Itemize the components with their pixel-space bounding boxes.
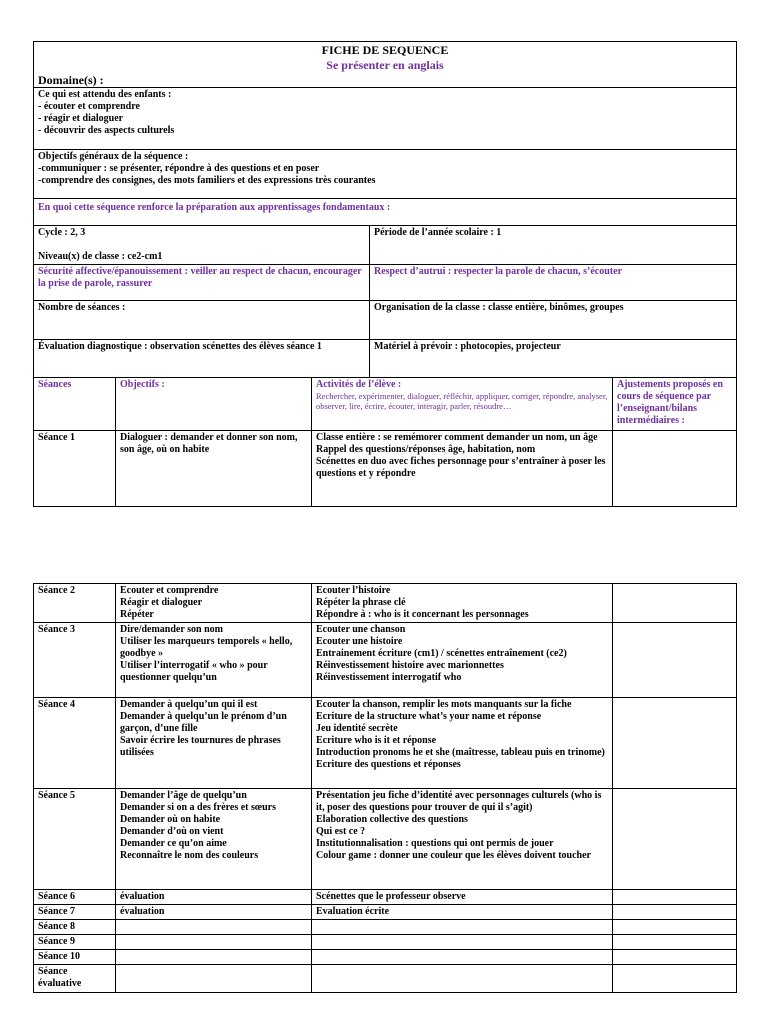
seance-ajustements [613,584,737,623]
activite-line: Introduction pronoms he et she (maîtresse, tableau puis en trinome) [316,747,605,758]
seance-ajustements [613,920,737,935]
nb-seances-cell: Nombre de séances : [34,301,370,340]
activite-line: Présentation jeu fiche d’identité avec personnages culturels (who is it, poser des questions pour trouver de qui il s’agit) [316,790,602,813]
seance-name: Séance évaluative [34,965,116,993]
seance-name: Séance 10 [34,950,116,965]
seance-objectifs [116,698,312,789]
objectif-line: Demander où on habite [120,814,221,825]
seance-objectifs [116,890,312,905]
objectif-line: Dire/demander son nom [120,624,223,635]
objectif-line: Répéter [120,609,154,620]
organisation-cell: Organisation de la classe : classe entière, binômes, groupes [370,301,737,340]
activite-line: Classe entière : se remémorer comment demander un nom, un âge [316,432,598,443]
activites-title: Activités de l’élève : [316,379,402,390]
renforce-cell: En quoi cette séquence renforce la préparation aux apprentissages fondamentaux : [34,199,737,226]
activite-line: Elaboration collective des questions [316,814,468,825]
objectifs-title: Objectifs généraux de la séquence : [38,151,189,162]
form-title: FICHE DE SEQUENCE [321,43,449,57]
activite-line: Evaluation écrite [316,906,390,917]
cycle-cell [34,226,370,265]
seance-name: Séance 5 [34,789,116,890]
activite-line: Ecriture de la structure what’s your name et réponse [316,711,542,722]
periode-cell: Période de l’année scolaire : 1 [370,226,737,265]
seance-objectifs [116,905,312,920]
seance-activites [312,905,613,920]
seance-objectifs [116,623,312,698]
activite-line: Rappel des questions/réponses âge, habitation, nom [316,444,536,455]
objectif-line: Demander à quelqu’un le prénom d’un garçon, d’une fille [120,711,287,734]
cycle-text: Cycle : 2, 3 [38,227,86,238]
seance-activites [312,584,613,623]
seance-row [34,920,737,935]
domain-label: Domaine(s) : [38,73,104,87]
col-activites-header [312,378,613,431]
objectif-line: évaluation [120,906,165,917]
objectif-line: Demander d’où on vient [120,826,224,837]
activite-line: Ecouter une histoire [316,636,403,647]
col-seances-header: Séances [34,378,116,431]
seance-row [34,935,737,950]
securite-cell: Sécurité affective/épanouissement : veiller au respect de chacun, encourager la prise de parole, rassurer [34,265,370,301]
seance-1-ajustements [613,431,737,507]
activite-line: Ecouter la chanson, remplir les mots manquants sur la fiche [316,699,572,710]
seance-ajustements [613,698,737,789]
respect-cell: Respect d’autrui : respecter la parole de chacun, s’écouter [370,265,737,301]
seance-row [34,950,737,965]
seance-ajustements [613,965,737,993]
seance-row [34,905,737,920]
objectifs-item: -communiquer : se présenter, répondre à des questions et en poser [38,163,320,174]
col-objectifs-header: Objectifs : [116,378,312,431]
seance-ajustements [613,623,737,698]
seance-activites [312,935,613,950]
seance-activites [312,698,613,789]
attendu-item: - réagir et dialoguer [38,113,124,124]
seance-name: Séance 9 [34,935,116,950]
seance-row [34,789,737,890]
seance-activites [312,623,613,698]
activites-subtitle: Rechercher, expérimenter, dialoguer, réfléchir, appliquer, corriger, répondre, analyser, observer, lire, écrire, écouter, interagir, parler, résoudre… [316,391,608,411]
seance-ajustements [613,950,737,965]
seance-activites [312,920,613,935]
seance-ajustements [613,890,737,905]
objectif-line: Savoir écrire les tournures de phrases utilisées [120,735,281,758]
attendu-cell [34,88,737,150]
seance-objectifs [116,935,312,950]
evaluation-cell: Évaluation diagnostique : observation scénettes des élèves séance 1 [34,340,370,378]
niveau-text: Niveau(x) de classe : ce2-cm1 [38,251,163,262]
objectif-line: évaluation [120,891,165,902]
seance-name: Séance 3 [34,623,116,698]
objectif-line: Demander l’âge de quelqu’un [120,790,247,801]
objectif-line: Utiliser l’interrogatif « who » pour questionner quelqu’un [120,660,268,683]
seance-name: Séance 8 [34,920,116,935]
seance-ajustements [613,789,737,890]
materiel-cell: Matériel à prévoir : photocopies, projecteur [370,340,737,378]
activite-line: Institutionnalisation : questions qui ont permis de jouer [316,838,554,849]
objectifs-item: -comprendre des consignes, des mots familiers et des expressions très courantes [38,175,376,186]
seance-objectifs [116,789,312,890]
activite-line: Répéter la phrase clé [316,597,406,608]
seance-ajustements [613,935,737,950]
seance-row [34,698,737,789]
seances-table [33,583,737,993]
seance-objectifs [116,584,312,623]
seance-activites [312,950,613,965]
seance-activites [312,965,613,993]
activite-line: Colour game : donner une couleur que les élèves doivent toucher [316,850,591,861]
objectif-line: Reconnaître le nom des couleurs [120,850,259,861]
objectif-line: Demander à quelqu’un qui il est [120,699,258,710]
seance-objectifs [116,950,312,965]
objectif-line: Demander ce qu’on aime [120,838,227,849]
objectif-line: Utiliser les marqueurs temporels « hello, goodbye » [120,636,293,659]
objectif-line: Réagir et dialoguer [120,597,203,608]
seance-name: Séance 2 [34,584,116,623]
seance-1-activites [312,431,613,507]
seance-name: Séance 7 [34,905,116,920]
activite-line: Réinvestissement histoire avec marionnettes [316,660,504,671]
objectif-line: Ecouter et comprendre [120,585,219,596]
seance-row [34,965,737,993]
activite-line: Ecouter l’histoire [316,585,391,596]
sequence-form-table [33,41,737,507]
activite-line: Qui est ce ? [316,826,366,837]
seance-1-objectifs: Dialoguer : demander et donner son nom, son âge, où on habite [116,431,312,507]
seance-ajustements [613,905,737,920]
attendu-item: - découvrir des aspects culturels [38,125,175,136]
seance-objectifs [116,920,312,935]
activite-line: Entrainement écriture (cm1) / scénettes entraînement (ce2) [316,648,567,659]
col-ajustements-header: Ajustements proposés en cours de séquence par l’enseignant/bilans intermédiaires : [613,378,737,431]
seance-name: Séance 4 [34,698,116,789]
activite-line: Ecriture des questions et réponses [316,759,461,770]
seance-1-name: Séance 1 [34,431,116,507]
activite-line: Scénettes que le professeur observe [316,891,466,902]
activite-line: Réinvestissement interrogatif who [316,672,462,683]
objectif-line: Demander si on a des frères et sœurs [120,802,277,813]
activite-line: Jeu identité secrète [316,723,398,734]
activite-line: Ecriture who is it et réponse [316,735,437,746]
seance-row [34,584,737,623]
seance-name: Séance 6 [34,890,116,905]
header-cell [34,42,737,88]
attendu-title: Ce qui est attendu des enfants : [38,89,172,100]
objectifs-cell [34,150,737,199]
activite-line: Ecouter une chanson [316,624,406,635]
seance-activites [312,890,613,905]
seance-objectifs [116,965,312,993]
activite-line: Scénettes en duo avec fiches personnage pour s’entraîner à poser les questions et y répondre [316,456,606,479]
seance-row [34,890,737,905]
attendu-item: - écouter et comprendre [38,101,140,112]
activite-line: Répondre à : who is it concernant les personnages [316,609,529,620]
seance-row [34,623,737,698]
form-subtitle: Se présenter en anglais [326,58,444,72]
seance-activites [312,789,613,890]
